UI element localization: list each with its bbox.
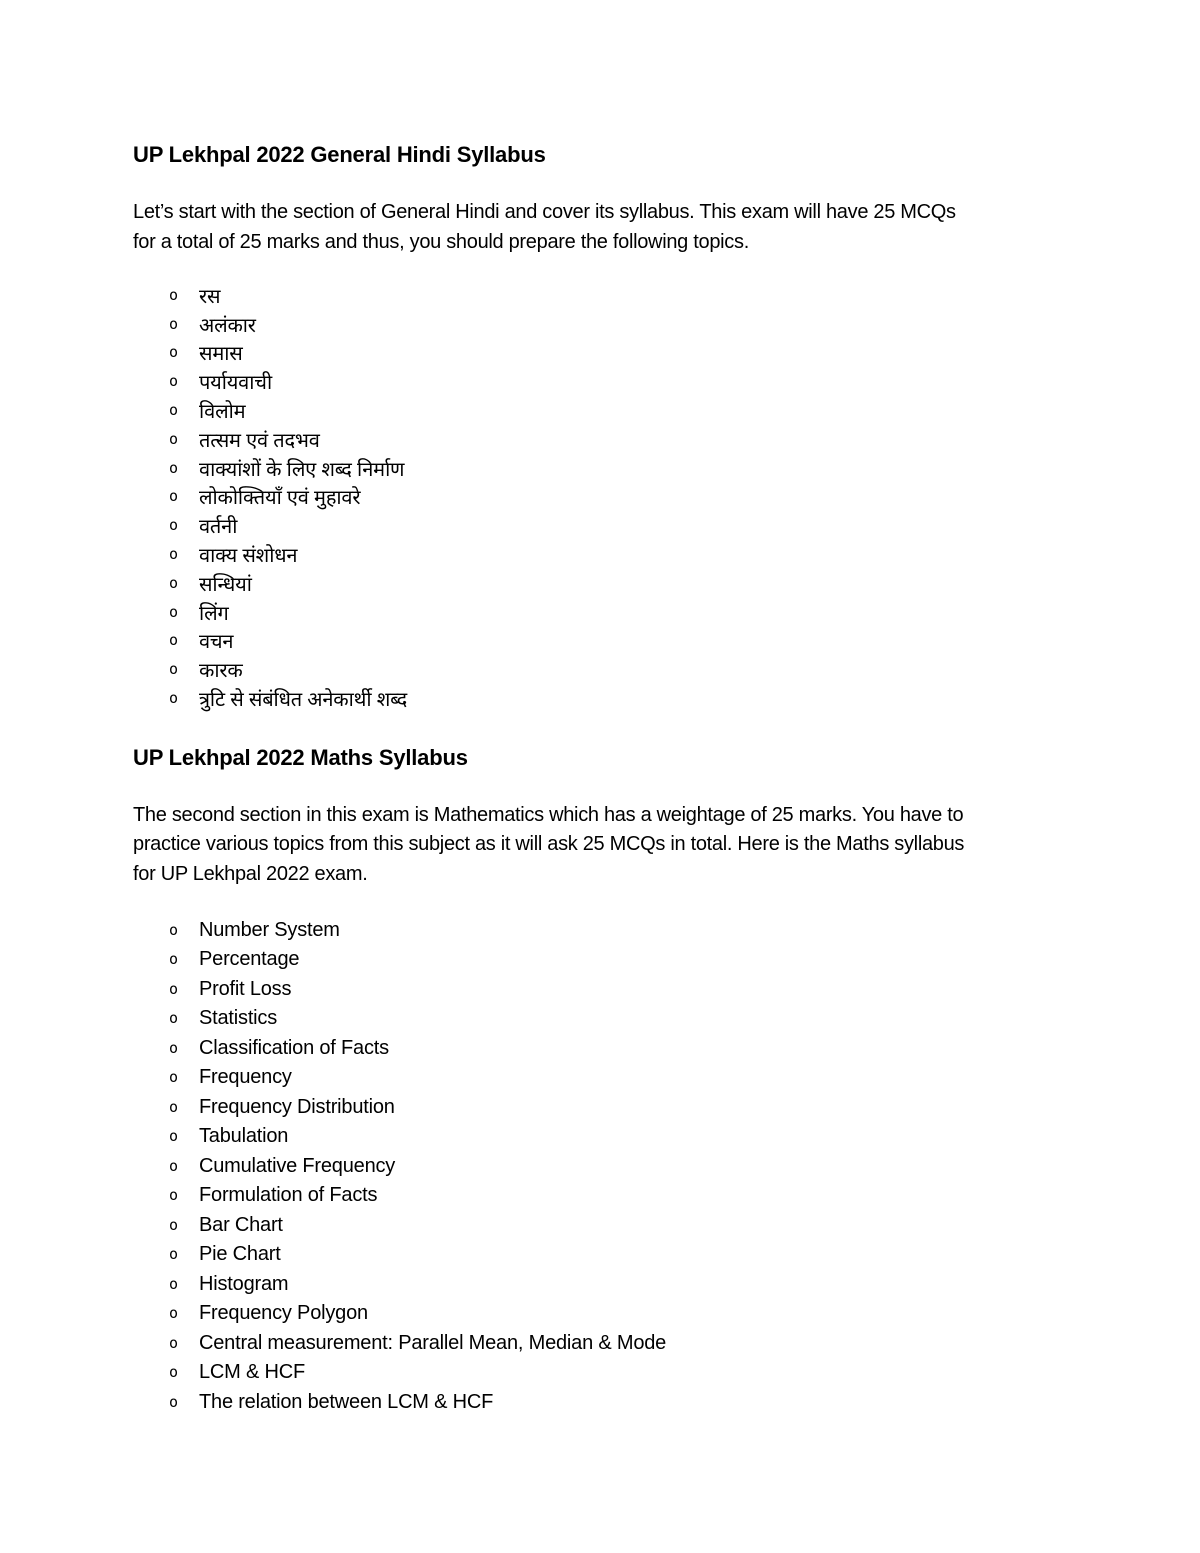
list-item	[169, 1210, 1033, 1240]
bullet-icon: o	[169, 979, 178, 998]
bullet-icon: o	[169, 545, 178, 564]
bullet-icon: o	[169, 1127, 178, 1146]
list-item-text: Central measurement: Parallel Mean, Median & Mode	[199, 1331, 667, 1354]
bullet-icon: o	[169, 1245, 178, 1264]
list-item-text: वाक्यांशों के लिए शब्द निर्माण	[199, 458, 405, 481]
list-item	[169, 1122, 1033, 1152]
list-item	[169, 974, 1033, 1004]
list-item-text: वर्तनी	[199, 516, 238, 539]
bullet-icon: o	[169, 1392, 178, 1411]
bullet-icon: o	[169, 1156, 178, 1175]
list-item-text: पर्यायवाची	[199, 372, 272, 395]
list-item	[169, 281, 1033, 310]
list-item	[169, 1181, 1033, 1211]
list-item	[169, 1387, 1033, 1417]
bullet-icon: o	[169, 487, 178, 506]
document-page	[133, 140, 1033, 1417]
bullet-icon: o	[169, 660, 178, 679]
list-item	[169, 655, 1033, 684]
list-item	[169, 339, 1033, 368]
bullet-icon: o	[169, 1068, 178, 1087]
bullet-icon: o	[169, 401, 178, 420]
list-item	[169, 310, 1033, 339]
list-item-text: Tabulation	[199, 1125, 289, 1148]
bullet-icon: o	[169, 920, 178, 939]
list-item-text: Frequency Polygon	[199, 1302, 368, 1325]
list-item	[169, 1328, 1033, 1358]
bullet-icon: o	[169, 1215, 178, 1234]
list-item	[169, 1004, 1033, 1034]
list-item-text: Pie Chart	[199, 1243, 281, 1266]
list-item	[169, 425, 1033, 454]
hindi-intro-paragraph: Let’s start with the section of General Hindi and cover its syllabus. This exam will have 25 MCQs for a total of 25 marks and thus, you should prepare the following topics.	[133, 201, 956, 253]
hindi-topic-list	[133, 281, 1033, 713]
list-item-text: Number System	[199, 918, 340, 941]
list-item-text: तत्सम एवं तदभव	[199, 429, 320, 452]
bullet-icon: o	[169, 1186, 178, 1205]
maths-topic-list	[133, 915, 1033, 1417]
bullet-icon: o	[169, 689, 178, 708]
list-item-text: विलोम	[199, 401, 246, 424]
bullet-icon: o	[169, 343, 178, 362]
list-item	[169, 1358, 1033, 1388]
list-item-text: Histogram	[199, 1272, 289, 1295]
list-item-text: वाक्य संशोधन	[199, 545, 298, 568]
list-item-text: समास	[199, 343, 243, 366]
bullet-icon: o	[169, 1274, 178, 1293]
list-item-text: कारक	[199, 660, 243, 683]
list-item	[169, 598, 1033, 627]
list-item	[169, 1151, 1033, 1181]
bullet-icon: o	[169, 285, 178, 304]
bullet-icon: o	[169, 1304, 178, 1323]
list-item	[169, 945, 1033, 975]
list-item-text: रस	[199, 285, 221, 308]
hindi-syllabus-heading: UP Lekhpal 2022 General Hindi Syllabus	[133, 142, 546, 167]
list-item	[169, 483, 1033, 512]
list-item-text: Cumulative Frequency	[199, 1154, 396, 1177]
list-item	[169, 915, 1033, 945]
maths-intro-paragraph: The second section in this exam is Mathematics which has a weightage of 25 marks. You have to practice various topics from this subject as it will ask 25 MCQs in total. Here is the Maths syllabus for UP Lekhpal 2022 exam.	[133, 803, 965, 885]
list-item-text: The relation between LCM & HCF	[199, 1390, 494, 1413]
bullet-icon: o	[169, 314, 178, 333]
list-item	[169, 396, 1033, 425]
list-item-text: Frequency	[199, 1066, 292, 1089]
list-item-text: Percentage	[199, 948, 300, 971]
list-item-text: Bar Chart	[199, 1213, 283, 1236]
maths-syllabus-heading: UP Lekhpal 2022 Maths Syllabus	[133, 744, 468, 770]
list-item-text: Statistics	[199, 1007, 278, 1030]
bullet-icon: o	[169, 602, 178, 621]
list-item-text: Frequency Distribution	[199, 1095, 395, 1118]
list-item-text: Formulation of Facts	[199, 1184, 378, 1207]
list-item-text: LCM & HCF	[199, 1361, 305, 1384]
list-item-text: सन्धियां	[199, 573, 252, 596]
list-item	[169, 367, 1033, 396]
list-item-text: अलंकार	[199, 314, 256, 337]
list-item	[169, 511, 1033, 540]
bullet-icon: o	[169, 1038, 178, 1057]
list-item	[169, 684, 1033, 713]
list-item	[169, 1092, 1033, 1122]
list-item	[169, 569, 1033, 598]
list-item	[169, 1240, 1033, 1270]
list-item	[169, 1269, 1033, 1299]
list-item-text: वचन	[199, 631, 234, 654]
bullet-icon: o	[169, 1333, 178, 1352]
bullet-icon: o	[169, 1009, 178, 1028]
list-item	[169, 540, 1033, 569]
list-item-text: लिंग	[199, 602, 229, 625]
bullet-icon: o	[169, 458, 178, 477]
bullet-icon: o	[169, 372, 178, 391]
list-item-text: त्रुटि से संबंधित अनेकार्थी शब्द	[199, 689, 408, 712]
list-item-text: लोकोक्तियाँ एवं मुहावरे	[199, 487, 361, 510]
bullet-icon: o	[169, 631, 178, 650]
bullet-icon: o	[169, 429, 178, 448]
bullet-icon: o	[169, 516, 178, 535]
list-item	[169, 627, 1033, 656]
list-item-text: Profit Loss	[199, 977, 292, 1000]
bullet-icon: o	[169, 1363, 178, 1382]
list-item	[169, 1033, 1033, 1063]
bullet-icon: o	[169, 950, 178, 969]
bullet-icon: o	[169, 1097, 178, 1116]
list-item	[169, 1299, 1033, 1329]
bullet-icon: o	[169, 573, 178, 592]
list-item	[169, 454, 1033, 483]
list-item	[169, 1063, 1033, 1093]
list-item-text: Classification of Facts	[199, 1036, 389, 1059]
